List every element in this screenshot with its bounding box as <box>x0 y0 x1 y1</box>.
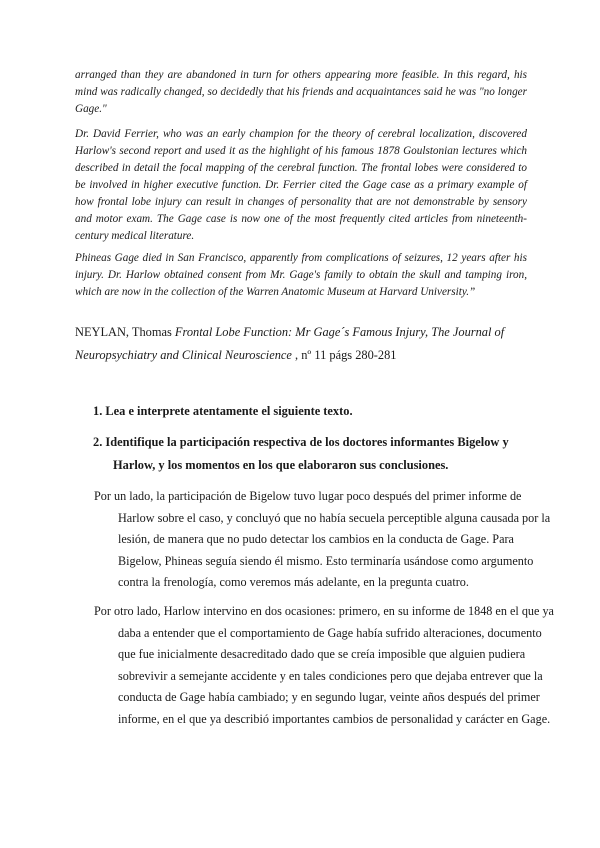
answer-paragraph: Por otro lado, Harlow intervino en dos ocasiones: primero, en su informe de 1848 en el que ya daba a entender que el comportamiento de Gage había sufrido alteraciones, documento que fue inicialmente desacreditado dado que se creía imposible que alguien pudiera sobrevivir a semejante accidente y en tales condiciones pero que dejaba entrever que la conducta de Gage había cambiado; y en segundo lugar, veinte años después del primer informe, en el que ya describió importantes cambios de personalidad y carácter en Gage. <box>94 604 554 726</box>
quote-paragraph: arranged than they are abandoned in turn for others appearing more feasible. In this regard, his mind was radically changed, so decidedly that his friends and acquaintances said he was "no longer Gage." <box>75 69 527 115</box>
citation-title: Frontal Lobe Function: Mr Gage´s Famous Injury, The Journal of Neuropsychiatry and Clinical Neuroscience <box>75 325 505 362</box>
answer-paragraph: Por un lado, la participación de Bigelow tuvo lugar poco después del primer informe de Harlow sobre el caso, y concluyó que no había secuela perceptible alguna causada por la lesión, de manera que no pudo detectar los cambios en la conducta de Gage. Para Bigelow, Phineas seguía siendo él mismo. Esto terminaría usándose como argumento contra la frenología, como veremos más adelante, en la pregunta cuatro. <box>94 489 551 590</box>
question-2: 2. Identifique la participación respectiva de los doctores informantes Bigelow y Harlow, y los momentos en los que elaboraron sus conclusiones. <box>93 435 509 472</box>
question-1: 1. Lea e interprete atentamente el siguiente texto. <box>93 404 353 418</box>
citation <box>75 321 535 367</box>
citation-author: NEYLAN, Thomas <box>75 325 175 339</box>
quote-paragraph: Dr. David Ferrier, who was an early champion for the theory of cerebral localization, discovered Harlow's second report and used it as the highlight of his famous 1878 Goulstonian lectures which described in detail the focal mapping of the cerebral function. The frontal lobes were considered to be involved in higher executive function. Dr. Ferrier cited the Gage case as a primary example of how frontal lobe injury can result in changes of personality that are not demonstrable by sensory and motor exam. The Gage case is now one of the most frequently cited articles from nineteenth-century medical literature. <box>75 128 527 242</box>
quote-paragraph: Phineas Gage died in San Francisco, apparently from complications of seizures, 12 years after his injury. Dr. Harlow obtained consent from Mr. Gage's family to obtain the skull and tamping iron, which are now in the collection of the Warren Anatomic Museum at Harvard University.” <box>75 252 527 298</box>
citation-details: , nº 11 págs 280-281 <box>291 348 397 362</box>
